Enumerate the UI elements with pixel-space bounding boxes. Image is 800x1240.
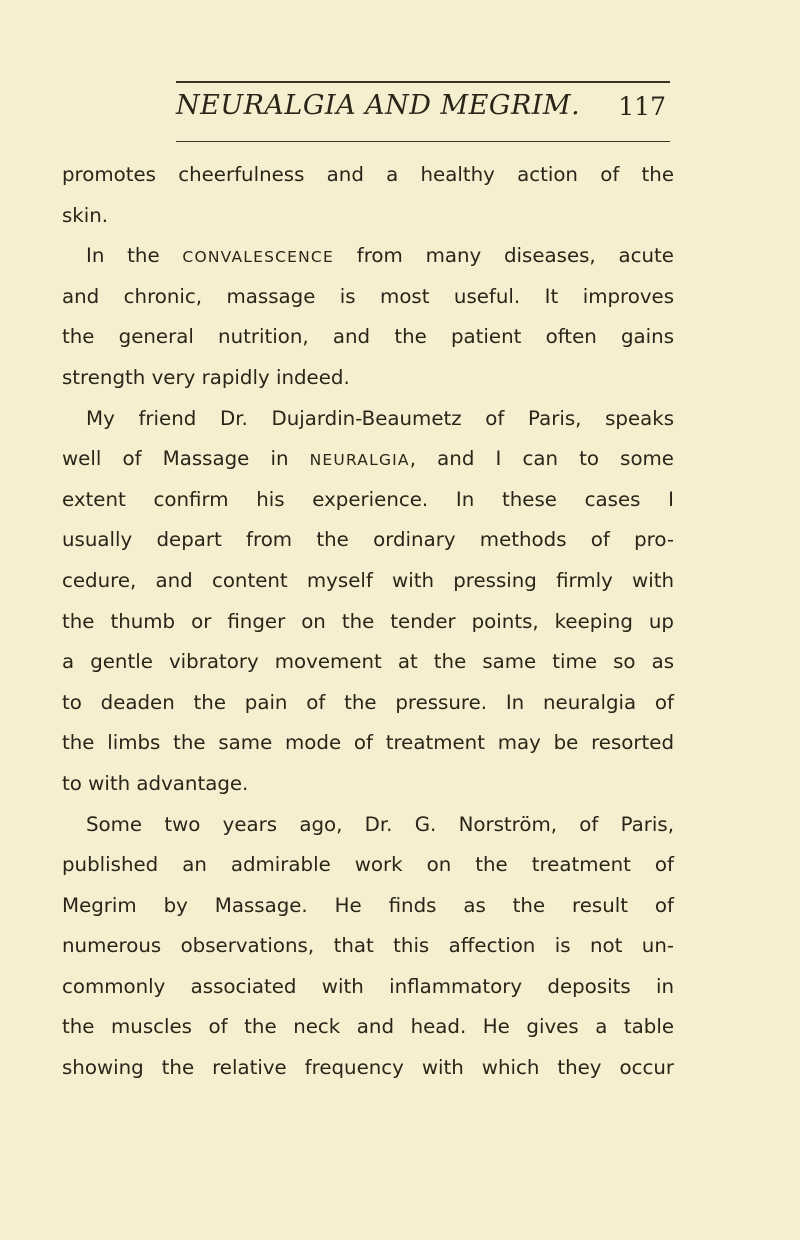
text-line: the limbs the same mode of treatment may be resorted [62,731,674,755]
body-text [62,155,674,1089]
text-line: the general nutrition, and the patient often gains [62,325,674,349]
text-line: to deaden the pain of the pressure. In neuralgia of [62,690,674,714]
running-title: NEURALGIA AND MEGRIM. [176,90,581,121]
text-run: from many diseases, acute [333,244,674,268]
text-run: In the [86,244,183,268]
running-head [176,90,670,130]
page-number: 117 [618,92,666,121]
text-line: skin. [62,203,109,227]
text-line [62,439,674,480]
small-caps-term: NEURALGIA [309,451,410,470]
header-rule-bottom [176,141,670,142]
text-line: showing the relative frequency with which they occur [62,1056,674,1080]
text-line: cedure, and content myself with pressing firmly with [62,568,674,592]
text-line: promotes cheerfulness and a healthy action of the [62,163,674,186]
text-line: strength very rapidly indeed. [62,365,350,389]
text-line: to with advantage. [62,771,249,795]
text-line: the muscles of the neck and head. He gives a table [62,1015,674,1039]
small-caps-term: CONVALESCENCE [182,248,334,267]
text-run: , and I can to some [409,447,674,471]
text-line: extent confirm his experience. In these cases I [62,487,674,511]
text-line [62,236,674,277]
text-line: published an admirable work on the treatment of [62,853,674,877]
text-line: commonly associated with inflammatory deposits in [62,974,674,998]
text-line: numerous observations, that this affection is not un- [62,934,674,958]
text-line: Some two years ago, Dr. G. Norström, of Paris, [86,812,674,836]
text-line: My friend Dr. Dujardin-Beaumetz of Paris, speaks [86,406,674,430]
text-line: a gentle vibratory movement at the same time so as [62,650,674,674]
text-run: well of Massage in [62,447,310,471]
text-line: usually depart from the ordinary methods of pro- [62,528,674,552]
text-line: Megrim by Massage. He finds as the result of [62,893,674,917]
text-line: and chronic, massage is most useful. It improves [62,284,674,308]
text-line: the thumb or finger on the tender points, keeping up [62,609,674,633]
header-rule-top [176,81,670,83]
